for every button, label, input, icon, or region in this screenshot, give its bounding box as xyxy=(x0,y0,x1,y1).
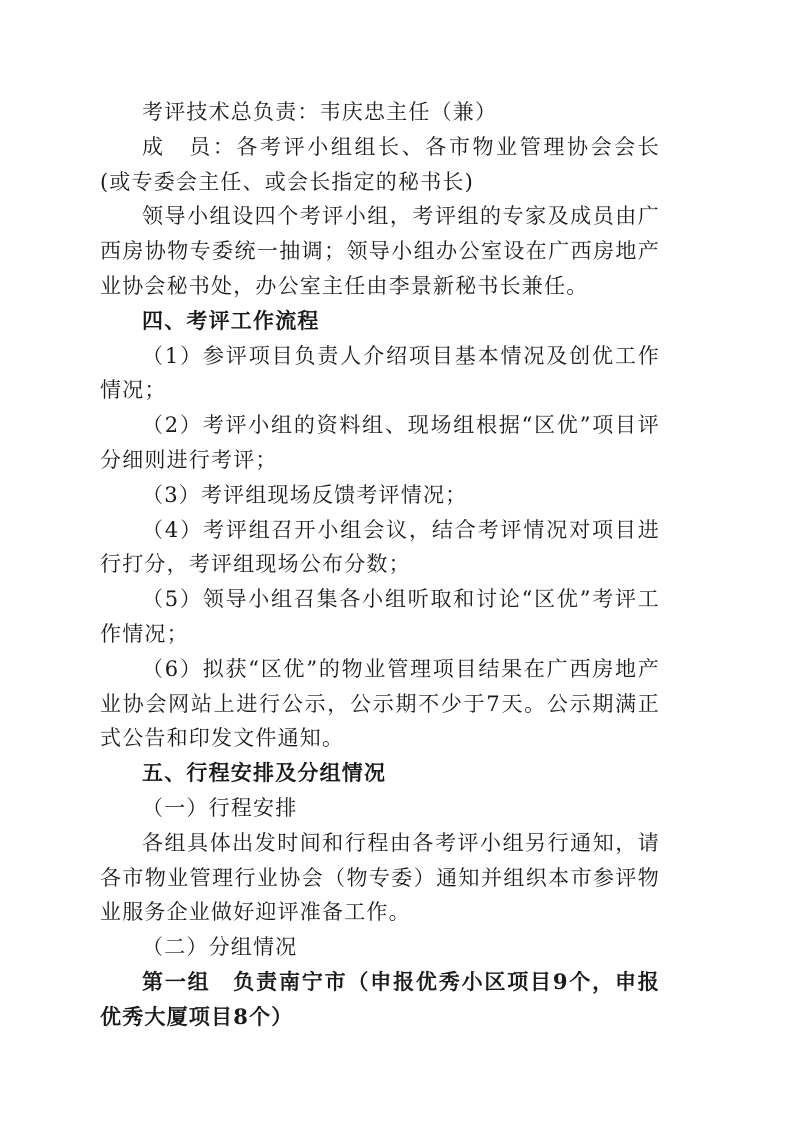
paragraph-members: 成 员：各考评小组组长、各市物业管理协会会长(或专委会主任、或会长指定的秘书长) xyxy=(100,134,660,194)
paragraph-itinerary: 各组具体出发时间和行程由各考评小组另行通知，请各市物业管理行业协会（物专委）通知并组织本市参评物业服务企业做好迎评准备工作。 xyxy=(100,830,660,925)
process-step-1: （1）参评项目负责人介绍项目基本情况及创优工作情况； xyxy=(100,343,660,403)
section-heading-schedule: 五、行程安排及分组情况 xyxy=(142,760,387,786)
document-body xyxy=(100,95,660,1035)
group-one-heading: 第一组 负责南宁市（申报优秀小区项目9个，申报优秀大厦项目8个） xyxy=(100,968,660,1029)
process-step-3: （3）考评组现场反馈考评情况； xyxy=(142,482,468,507)
subheading-itinerary: （一）行程安排 xyxy=(142,795,298,820)
subheading-grouping: （二）分组情况 xyxy=(142,935,298,960)
paragraph-leading-group: 领导小组设四个考评小组，考评组的专家及成员由广西房协物专委统一抽调；领导小组办公室设在广西房地产业协会秘书处，办公室主任由李景新秘书长兼任。 xyxy=(100,204,660,298)
process-step-2: （2）考评小组的资料组、现场组根据“区优”项目评分细则进行考评； xyxy=(100,413,660,472)
process-step-6: （6）拟获“区优”的物业管理项目结果在广西房地产业协会网站上进行公示，公示期不少于7天。公示期满正式公告和印发文件通知。 xyxy=(100,656,660,751)
section-heading-process: 四、考评工作流程 xyxy=(142,307,320,333)
process-step-5: （5）领导小组召集各小组听取和讨论“区优”考评工作情况； xyxy=(100,587,660,646)
process-step-4: （4）考评组召开小组会议，结合考评情况对项目进行打分，考评组现场公布分数； xyxy=(100,517,660,577)
paragraph-tech-lead: 考评技术总负责：韦庆忠主任（兼） xyxy=(142,100,498,124)
